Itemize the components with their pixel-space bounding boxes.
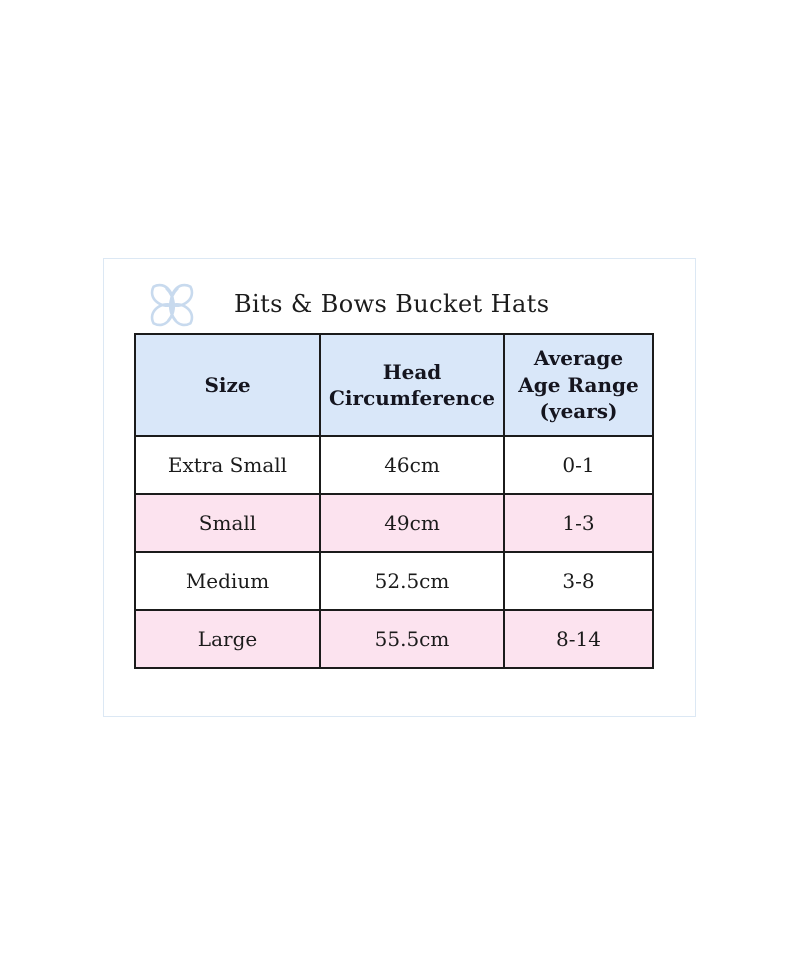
cell-age-range: 3-8 <box>504 552 653 610</box>
bits-and-bows-monogram-icon <box>140 274 204 334</box>
cell-size: Large <box>135 610 320 668</box>
column-header-age-range: Average Age Range (years) <box>504 334 653 436</box>
column-header-size: Size <box>135 334 320 436</box>
table-row <box>135 436 653 494</box>
header-row <box>135 334 653 436</box>
size-chart-table <box>134 333 654 669</box>
cell-size: Small <box>135 494 320 552</box>
cell-head-circumference: 52.5cm <box>320 552 504 610</box>
cell-age-range: 8-14 <box>504 610 653 668</box>
column-header-head-circumference: Head Circumference <box>320 334 504 436</box>
size-chart-card <box>103 258 696 717</box>
cell-age-range: 0-1 <box>504 436 653 494</box>
table-row <box>135 552 653 610</box>
table-body <box>135 436 653 668</box>
cell-head-circumference: 46cm <box>320 436 504 494</box>
table-row <box>135 494 653 552</box>
cell-head-circumference: 55.5cm <box>320 610 504 668</box>
cell-head-circumference: 49cm <box>320 494 504 552</box>
table-row <box>135 610 653 668</box>
cell-age-range: 1-3 <box>504 494 653 552</box>
table-header <box>135 334 653 436</box>
cell-size: Medium <box>135 552 320 610</box>
page-title: Bits & Bows Bucket Hats <box>234 290 550 318</box>
cell-size: Extra Small <box>135 436 320 494</box>
card-header <box>140 273 549 335</box>
